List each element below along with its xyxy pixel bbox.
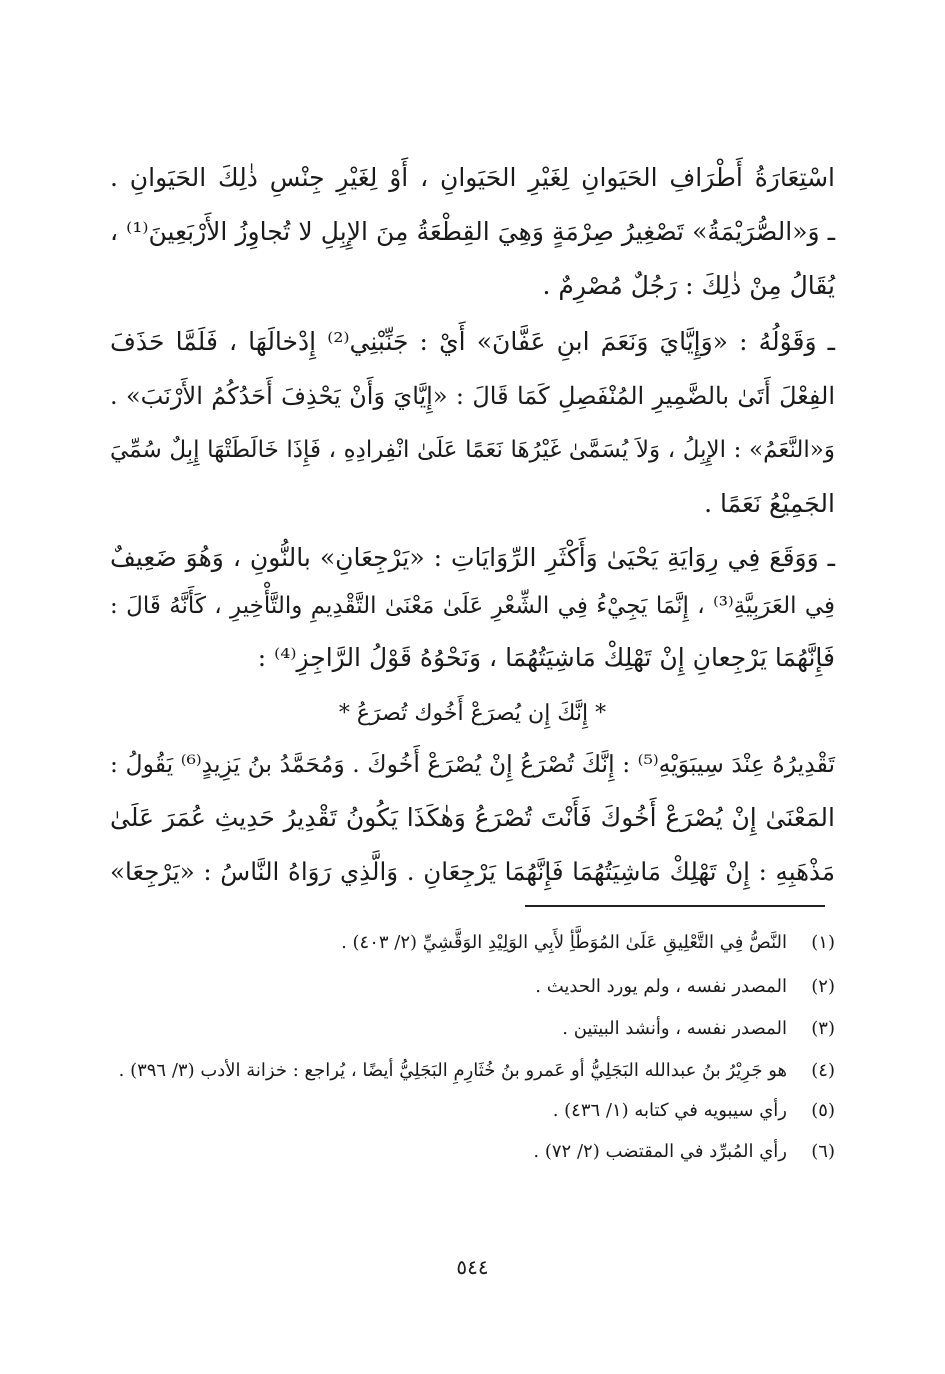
footnote-text: المصدر نفسه ، ولم يورد الحديث .: [535, 976, 787, 997]
footnote-number: (٣): [811, 1018, 835, 1039]
footnote-3: [562, 1014, 835, 1044]
body-line-8: ـ وَوَقَعَ فِي رِوَايَةِ يَحْيَىٰ وَأَكْثَرِ الرِّوَايَاتِ : «يَرْجِعَانِ» بالنُّونِ ، وَهُوَ ضَعِيفٌ: [110, 543, 835, 572]
body-line-6: وَ«النَّعَمُ» : الإِبِلُ ، وَلاَ يُسَمَّىٰ غَيْرُهَا نَعَمًا عَلَىٰ انْفِرادِهِ ، فَإِذَا خَالَطَتْهَا إِبِلٌ سُمِّيَ: [110, 437, 835, 463]
body-line-5: الفِعْلَ أَتَىٰ بالضَّمِيرِ المُنْفَصِلِ كَمَا قَالَ : «إِيَّايَ وَأَنْ يَحْذِفَ أَحَدُكُمُ الأَرْنَبَ» .: [110, 382, 835, 410]
footnote-text: المصدر نفسه ، وأنشد البيتين .: [562, 1018, 787, 1039]
footnote-number: (٢): [811, 976, 835, 997]
footnote-4: [119, 1056, 835, 1086]
footnote-text: النَّصُّ فِي التَّعْلِيقِ عَلَىٰ المُوَطَّأِ لأَبِي الوَلِيْدِ الوَقَّشِيِّ (٢/ ٤٠٣) .: [341, 932, 787, 953]
footnote-separator: [525, 905, 825, 907]
footnote-6: [533, 1137, 835, 1167]
body-line-10: فَإِنَّهُمَا يَرْجِعانِ إِنْ تَهْلِكْ مَاشِيَتُهُمَا ، وَنَحْوُهُ قَوْلُ الرَّاجِزِ⁽⁴⁾ :: [257, 643, 835, 672]
body-line-3: يُقَالُ مِنْ ذٰلِكَ : رَجُلٌ مُصْرِمٌ .: [542, 271, 835, 300]
body-line-12: المَعْنَىٰ إِنْ يُصْرَعْ أَخُوكَ فَأَنْتَ تُصْرَعُ وَهٰكَذَا يَكُونُ تَقْدِيرُ حَدِيثِ عُمَرَ عَلَىٰ: [110, 803, 835, 832]
footnote-text: رأي المُبرِّد في المقتضب (٢/ ٧٢) .: [533, 1141, 787, 1162]
body-line-7: الجَمِيْعُ نَعَمًا .: [704, 489, 835, 518]
footnote-number: (٤): [811, 1060, 835, 1081]
footnote-text: رأي سيبويه في كتابه (١/ ٤٣٦) .: [552, 1100, 787, 1121]
body-line-1: اسْتِعَارَةُ أَطْرَافِ الحَيَوانِ لِغَيْرِ الحَيَوانِ ، أَوْ لِغَيْرِ جِنْسِ ذٰلِكَ الحَيَوانِ .: [110, 163, 835, 192]
body-line-11: تَقْدِيرُهُ عِنْدَ سِيبَوَيْهِ⁽⁵⁾ : إِنَّكَ تُصْرَعُ إِنْ يُصْرَعْ أَخُوكَ . وَمُحَمَّدُ بنُ يَزِيدٍ⁽⁶⁾ يَقُولُ :: [110, 750, 835, 778]
footnote-5: [553, 1096, 835, 1126]
verse-line: * إِنَّكَ إِن يُصرَعْ أَخُوك تُصرَعُ *: [338, 701, 607, 726]
footnote-2: [535, 972, 835, 1002]
page-number: ٥٤٤: [456, 1255, 489, 1279]
body-line-2: ـ وَ«الصُّرَيْمَةُ» تَصْغِيرُ صِرْمَةٍ وَهِيَ القِطْعَةُ مِنَ الإِبِلِ لا تُجاوِزُ الأَرْبَعِينَ⁽¹⁾ ،: [110, 217, 836, 246]
body-line-9: فِي العَرَبِيَّةِ⁽³⁾ ، إِنَّمَا يَجِيْءُ فِي الشِّعْرِ عَلَىٰ مَعْنَىٰ التَّقْدِيمِ والتَّأْخِيرِ ، كَأَنَّهُ قَالَ :: [110, 593, 836, 619]
footnote-number: (٦): [811, 1141, 835, 1162]
body-line-4: ـ وَقَوْلُهُ : «وَإِيَّايَ وَنَعَمَ ابنِ عَفَّانَ» أَيْ : جَنِّبْنِي⁽²⁾ إِدْخالَهَا ، فَلَمَّا حَذَفَ: [110, 327, 835, 356]
footnote-number: (١): [811, 932, 835, 953]
footnote-number: (٥): [811, 1100, 835, 1121]
footnote-1: [341, 928, 835, 958]
footnote-text: هو جَرِيْرُ بنُ عبدالله البَجَلِيُّ أو عَمرو بنُ خُثَارِمِ البَجَلِيُّ أيضًا ، يُراجع : خزانة الأدب (٣/ ٣٩٦) .: [118, 1060, 787, 1081]
body-line-13: مَذْهَبِهِ : إِنْ تَهْلِكْ مَاشِيَتُهُمَا فَإِنَّهُمَا يَرْجِعَانِ . وَالَّذِي رَوَاهُ النَّاسُ : «يَرْجِعَا»: [110, 857, 835, 886]
